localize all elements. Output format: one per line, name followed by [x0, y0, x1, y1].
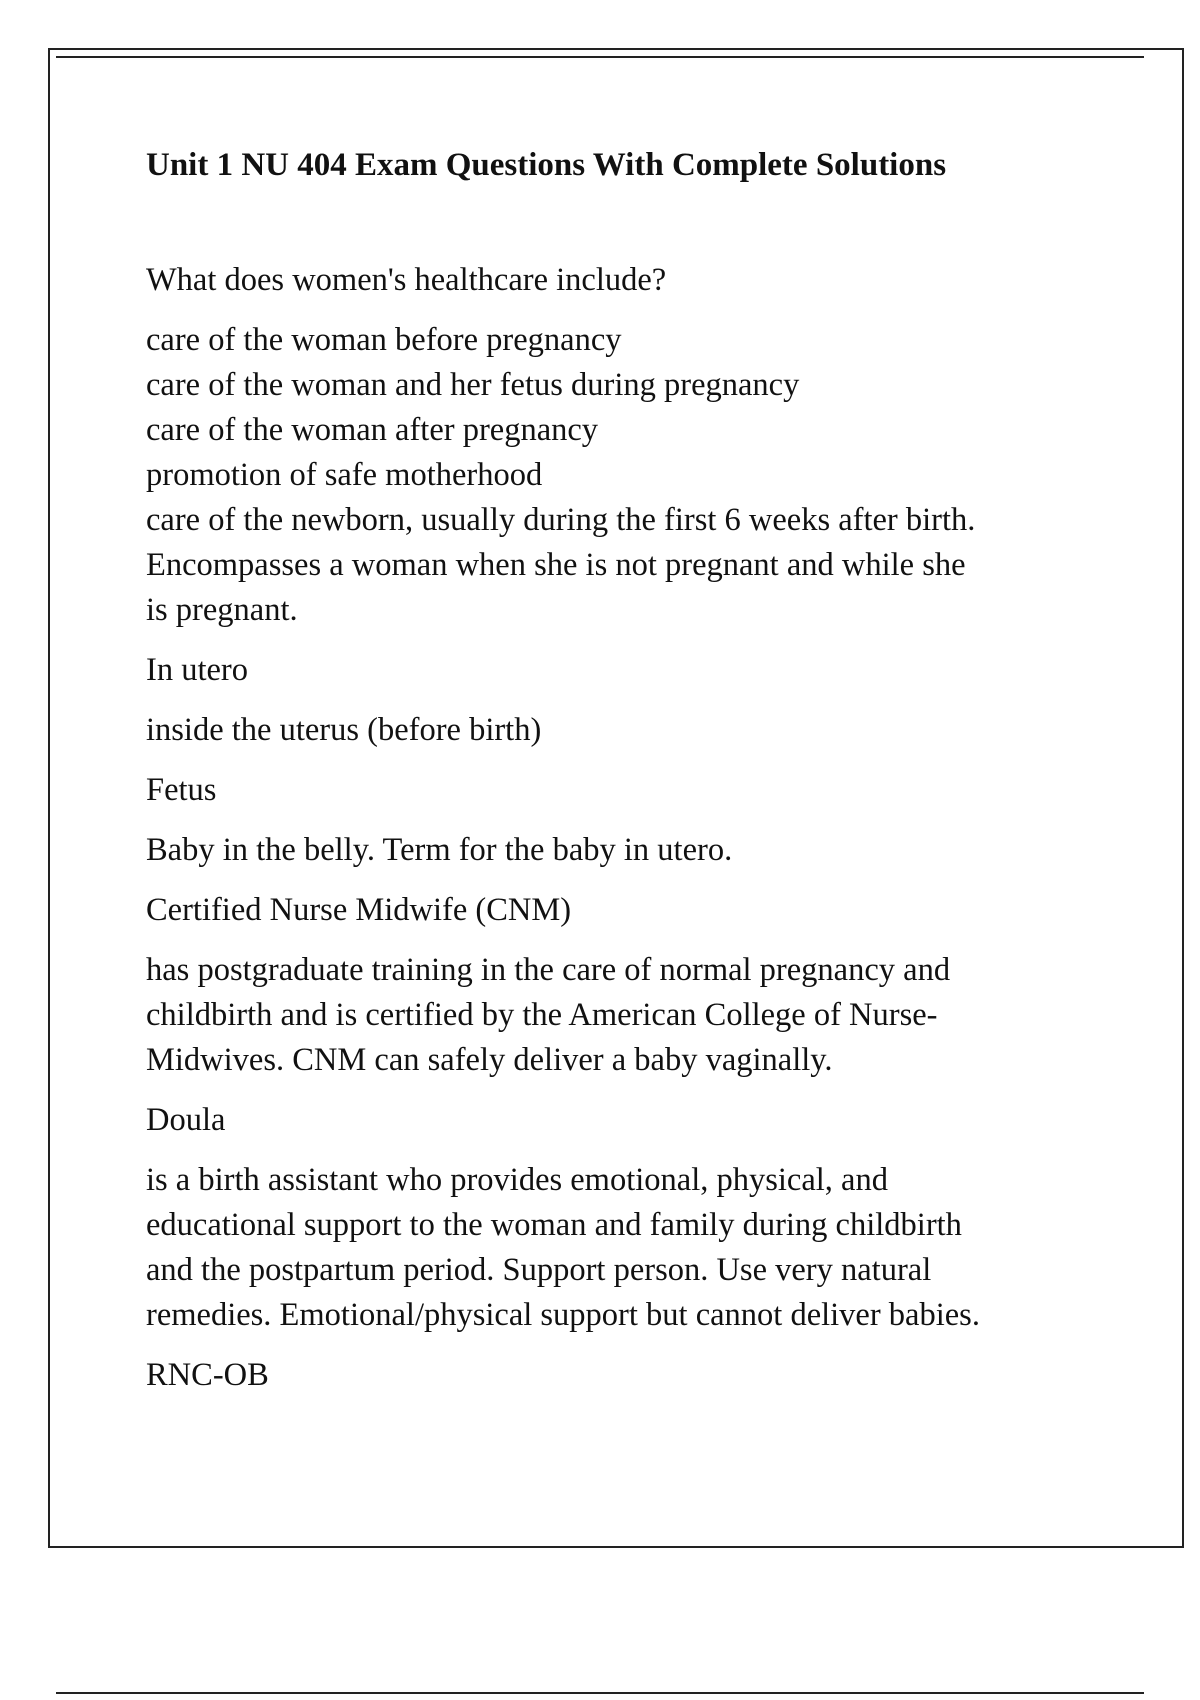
qa-card-womens-healthcare — [146, 258, 1086, 633]
qa-card-cnm — [146, 888, 1086, 1083]
answer-line: care of the woman before pregnancy — [146, 322, 622, 358]
answer-line: educational support to the woman and family during childbirth — [146, 1207, 962, 1243]
answer-line: has postgraduate training in the care of normal pregnancy and — [146, 952, 951, 988]
answer-line: care of the woman and her fetus during pregnancy — [146, 367, 800, 403]
answer-line: Baby in the belly. Term for the baby in utero. — [146, 832, 733, 868]
answer-line: remedies. Emotional/physical support but cannot deliver babies. — [146, 1297, 980, 1333]
answer-line: inside the uterus (before birth) — [146, 712, 542, 748]
qa-card-in-utero — [146, 648, 1086, 753]
question-text: Certified Nurse Midwife (CNM) — [146, 892, 572, 928]
answer-line: and the postpartum period. Support person. Use very natural — [146, 1252, 932, 1288]
document-body — [146, 142, 1086, 1413]
question-text: Fetus — [146, 772, 217, 808]
answer-text — [146, 708, 1086, 753]
answer-line: childbirth and is certified by the American College of Nurse- — [146, 997, 938, 1033]
bottom-rule-divider — [56, 1692, 1144, 1694]
qa-card-rnc-ob — [146, 1353, 1086, 1398]
answer-line: care of the woman after pregnancy — [146, 412, 599, 448]
answer-line: Encompasses a woman when she is not pregnant and while she — [146, 547, 966, 583]
answer-line: is pregnant. — [146, 592, 298, 628]
top-rule-divider — [56, 56, 1144, 58]
qa-card-fetus — [146, 768, 1086, 873]
question-text: RNC-OB — [146, 1357, 269, 1393]
qa-card-doula — [146, 1098, 1086, 1338]
answer-line: promotion of safe motherhood — [146, 457, 543, 493]
answer-text — [146, 318, 1086, 633]
answer-line: care of the newborn, usually during the first 6 weeks after birth. — [146, 502, 976, 538]
document-title: Unit 1 NU 404 Exam Questions With Complete Solutions — [146, 147, 947, 183]
answer-line: is a birth assistant who provides emotional, physical, and — [146, 1162, 888, 1198]
answer-text — [146, 828, 1086, 873]
question-text: In utero — [146, 652, 248, 688]
question-text: Doula — [146, 1102, 226, 1138]
qa-list — [146, 258, 1086, 1398]
question-text: What does women's healthcare include? — [146, 262, 667, 298]
answer-text — [146, 948, 1086, 1083]
answer-line: Midwives. CNM can safely deliver a baby vaginally. — [146, 1042, 833, 1078]
answer-text — [146, 1158, 1086, 1338]
